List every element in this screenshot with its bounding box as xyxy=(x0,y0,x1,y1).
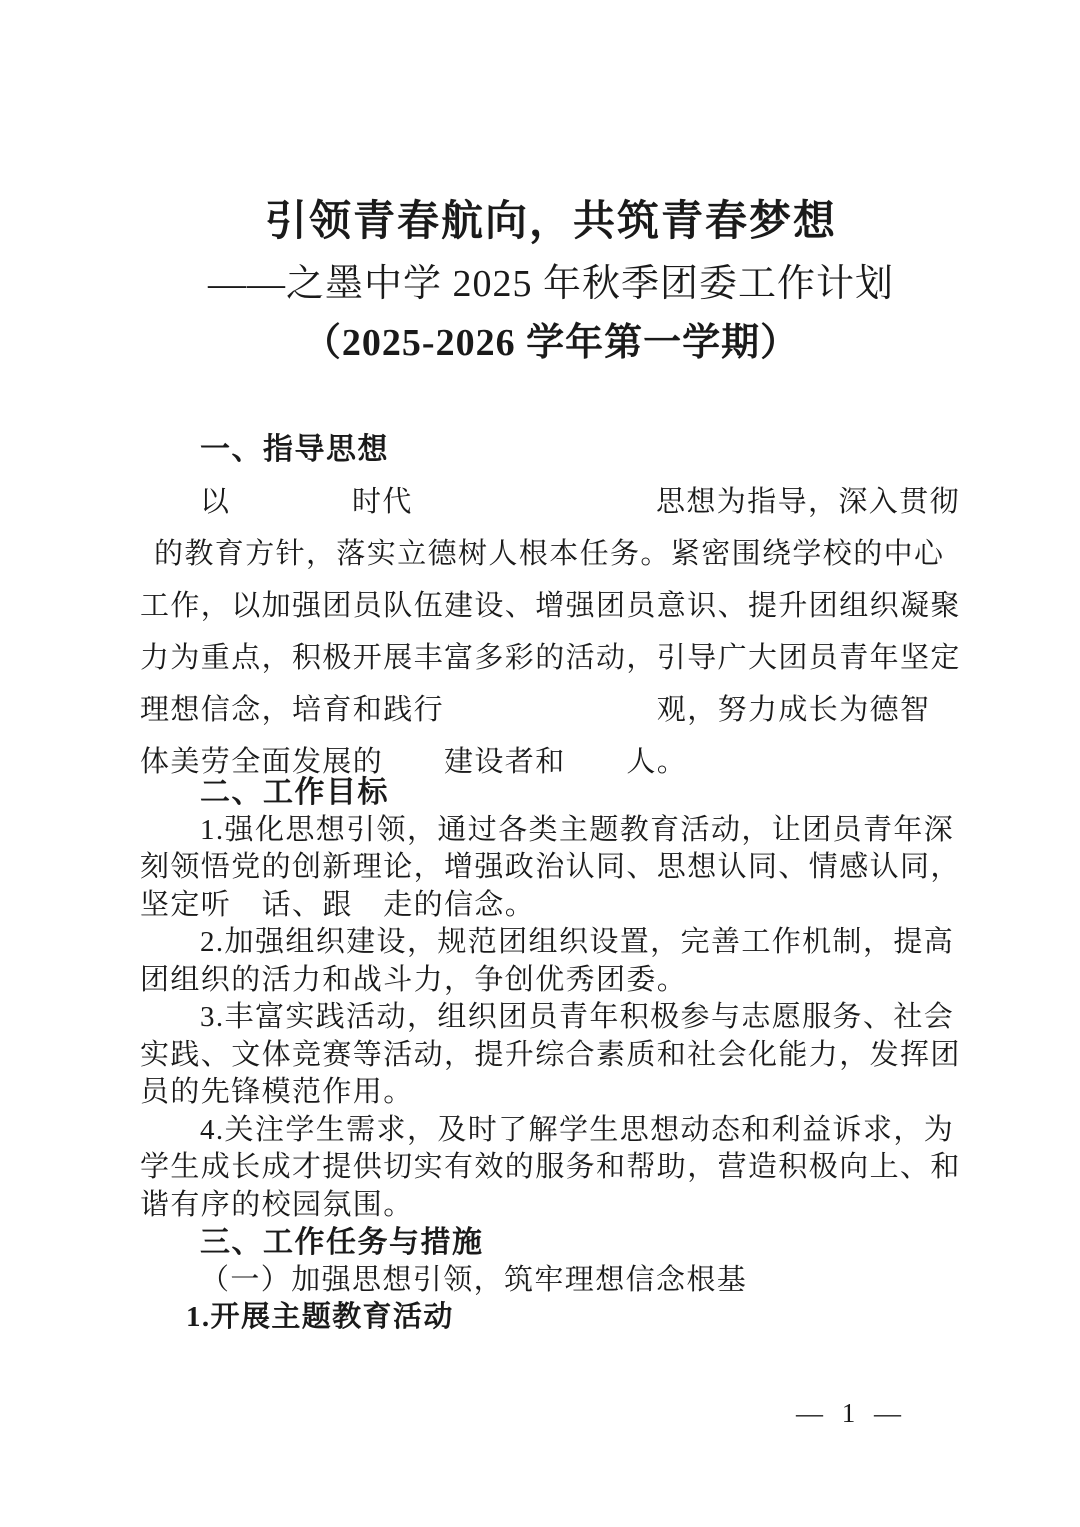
paragraph-line: 坚定听 话、跟 走的信念。 xyxy=(140,888,536,921)
paragraph-line: 以 时代 思想为指导，深入贯彻 xyxy=(200,486,961,518)
document-content xyxy=(140,190,962,1337)
paragraph-line: 3.丰富实践活动，组织团员青年积极参与志愿服务、社会 xyxy=(200,1001,955,1033)
section-1-heading: 一、指导思想 xyxy=(200,433,389,466)
paragraph-line: 员的先锋模范作用。 xyxy=(140,1076,414,1108)
paragraph-line: 刻领悟党的创新理论，增强政治认同、思想认同、情感认同， xyxy=(140,851,961,883)
document-subtitle: ——之墨中学 2025 年秋季团委工作计划 xyxy=(207,263,894,305)
document-title: 引领青春航向，共筑青春梦想 xyxy=(264,199,837,245)
section-3-subheading-1: （一）加强思想引领，筑牢理想信念根基 xyxy=(200,1263,748,1296)
paragraph-line: 体美劳全面发展的 建设者和 人。 xyxy=(140,746,688,778)
page-number: — 1 — xyxy=(796,1398,907,1428)
paragraph-line: 2.加强组织建设，规范团组织设置，完善工作机制，提高 xyxy=(200,926,955,958)
paragraph-line: 4.关注学生需求，及时了解学生思想动态和利益诉求，为 xyxy=(200,1113,955,1146)
section-3-subheading-2: 1.开展主题教育活动 xyxy=(186,1301,454,1333)
section-1-paragraph xyxy=(140,476,962,788)
paragraph-line: 理想信念，培育和践行 观，努力成长为德智 xyxy=(140,694,931,726)
document-term-line: （2025-2026 学年第一学期） xyxy=(302,322,800,364)
section-3-heading: 三、工作任务与措施 xyxy=(200,1226,484,1259)
title-block xyxy=(140,190,962,372)
paragraph-line: 力为重点，积极开展丰富多彩的活动，引导广大团员青年坚定 xyxy=(140,642,961,674)
paragraph-line: 团组织的活力和战斗力，争创优秀团委。 xyxy=(140,963,688,996)
paragraph-line: 实践、文体竞赛等活动，提升综合素质和社会化能力，发挥团 xyxy=(140,1038,961,1071)
section-2-heading: 二、工作目标 xyxy=(200,776,389,809)
paragraph-line: 的教育方针，落实立德树人根本任务。紧密围绕学校的中心 xyxy=(154,538,945,570)
paragraph-line: 1.强化思想引领，通过各类主题教育活动，让团员青年深 xyxy=(200,813,955,846)
section-2-paragraphs xyxy=(140,812,962,1225)
paragraph-line: 学生成长成才提供切实有效的服务和帮助，营造积极向上、和 xyxy=(140,1151,961,1183)
paragraph-line: 谐有序的校园氛围。 xyxy=(140,1188,414,1221)
paragraph-line: 工作，以加强团员队伍建设、增强团员意识、提升团组织凝聚 xyxy=(140,590,961,622)
